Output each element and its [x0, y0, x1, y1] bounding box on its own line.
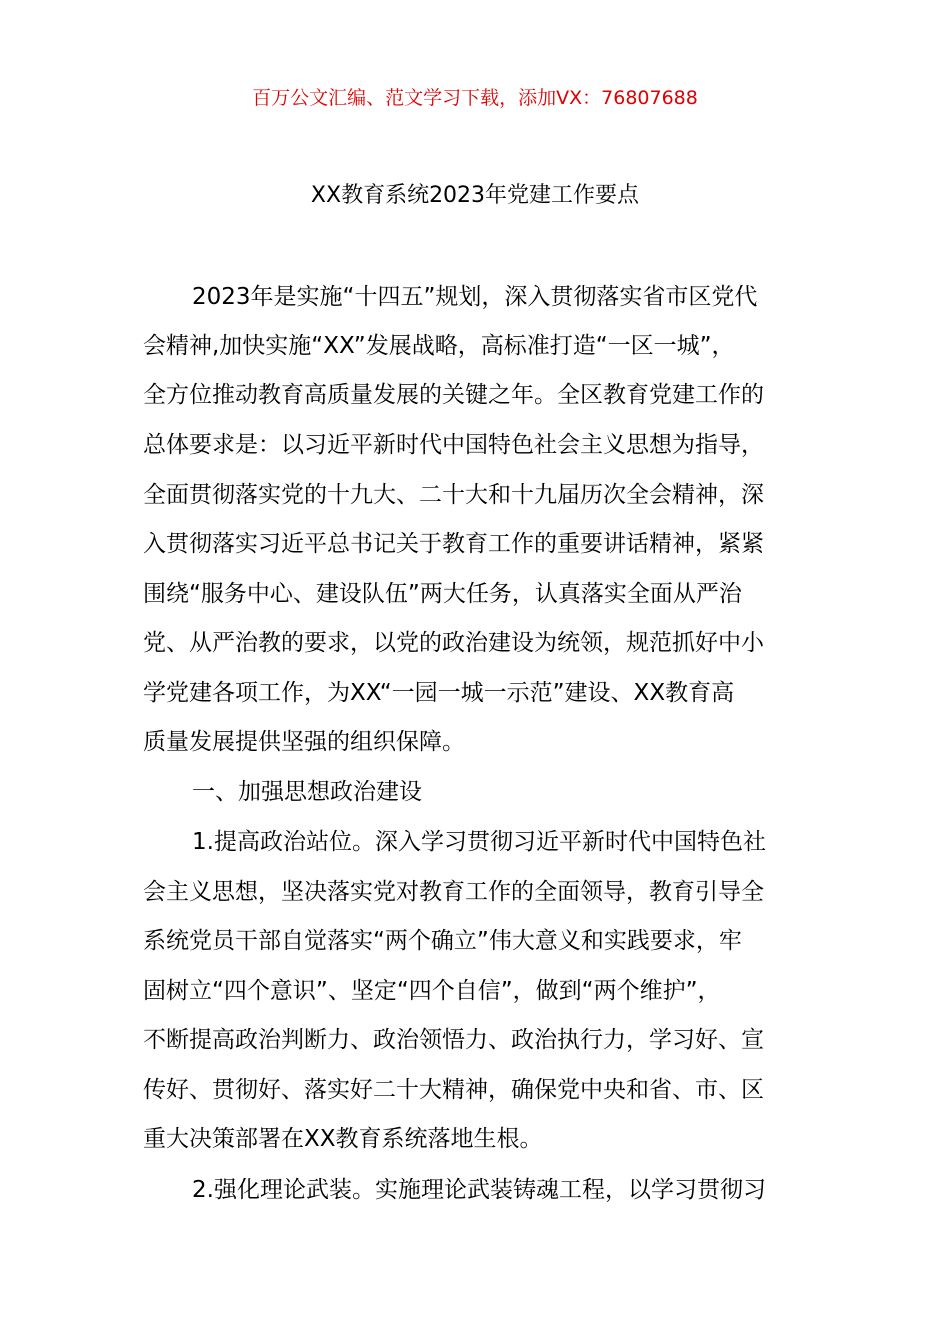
intro-line: 会精神,加快实施“XX”发展战略，高标准打造“一区一城”，	[143, 333, 735, 359]
intro-line: 2023年是实施“十四五”规划，深入贯彻落实省市区党代	[192, 284, 758, 310]
item-1-line: 传好、贯彻好、落实好二十大精神，确保党中央和省、市、区	[143, 1077, 764, 1103]
download-banner: 百万公文汇编、范文学习下载，添加VX：76807688	[252, 87, 698, 109]
item-1-line: 不断提高政治判断力、政治领悟力、政治执行力，学习好、宣	[143, 1027, 764, 1053]
intro-line: 围绕“服务中心、建设队伍”两大任务，认真落实全面从严治	[143, 581, 742, 607]
intro-line: 全面贯彻落实党的十九大、二十大和十九届历次全会精神，深	[143, 482, 764, 508]
item-1-line: 固树立“四个意识”、坚定“四个自信”，做到“两个维护”，	[143, 978, 721, 1004]
intro-line: 质量发展提供坚强的组织保障。	[143, 729, 465, 755]
item-1-line: 会主义思想，坚决落实党对教育工作的全面领导，教育引导全	[143, 879, 764, 905]
section-heading: 一、加强思想政治建设	[192, 779, 422, 805]
intro-line: 学党建各项工作，为XX“一园一城一示范”建设、XX教育高	[143, 680, 735, 706]
intro-line: 入贯彻落实习近平总书记关于教育工作的重要讲话精神，紧紧	[143, 531, 764, 557]
item-1-line: 系统党员干部自觉落实“两个确立”伟大意义和实践要求，牢	[143, 928, 742, 954]
item-1-line: 1.提高政治站位。深入学习贯彻习近平新时代中国特色社	[192, 829, 766, 855]
intro-line: 全方位推动教育高质量发展的关键之年。全区教育党建工作的	[143, 382, 764, 408]
item-2-line: 2.强化理论武装。实施理论武装铸魂工程，以学习贯彻习	[192, 1177, 766, 1203]
document-title: XX教育系统2023年党建工作要点	[310, 183, 640, 208]
intro-line: 党、从严治教的要求，以党的政治建设为统领，规范抓好中小	[143, 630, 764, 656]
item-1-line: 重大决策部署在XX教育系统落地生根。	[143, 1126, 543, 1152]
intro-line: 总体要求是：以习近平新时代中国特色社会主义思想为指导，	[143, 432, 764, 458]
